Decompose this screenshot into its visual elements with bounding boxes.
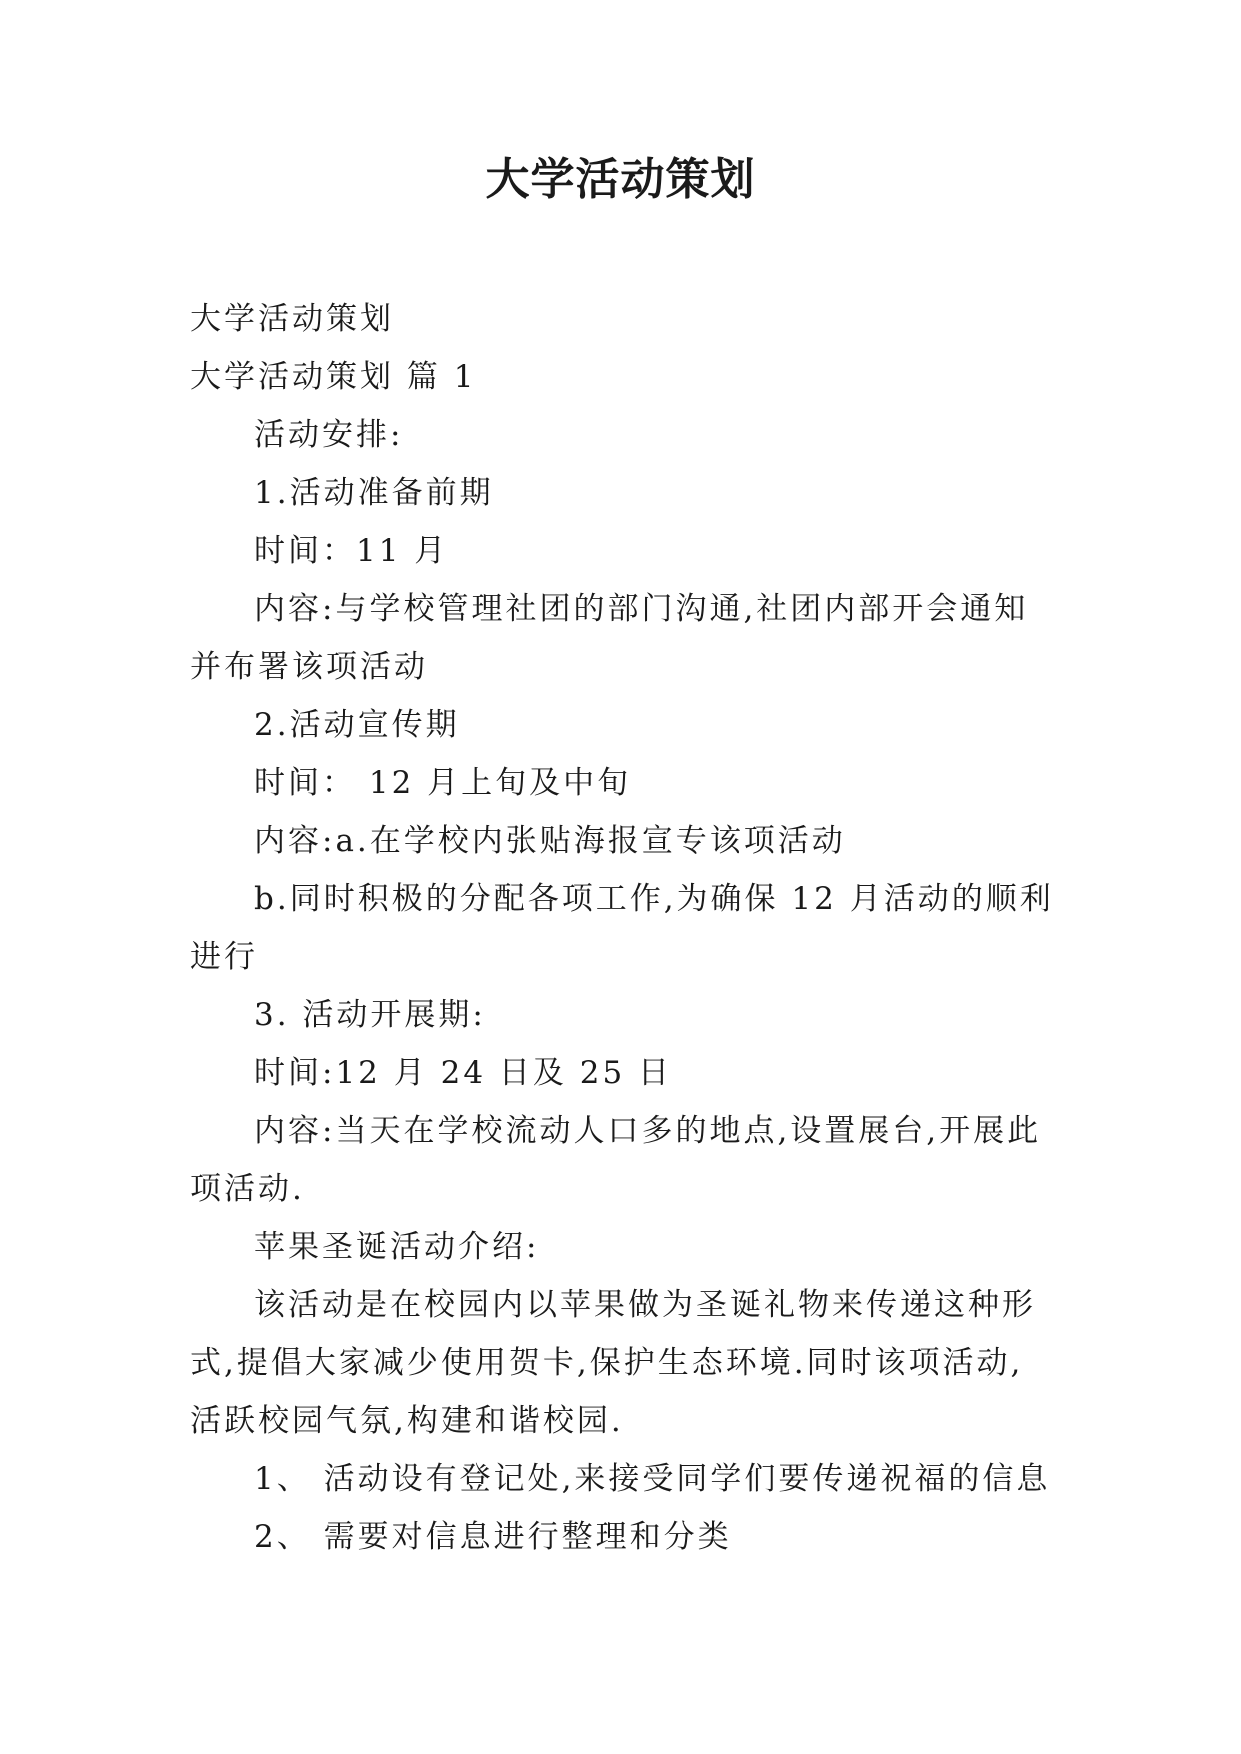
paragraph: 活动安排: (254, 417, 404, 453)
paragraph: 该活动是在校园内以苹果做为圣诞礼物来传递这种形式,提倡大家减少使用贺卡,保护生态环境.同时该项活动,活跃校园气氛,构建和谐校园. (190, 1287, 1036, 1439)
paragraph-subtitle: 大学活动策划 (190, 301, 394, 337)
document-title: 大学活动策划 (485, 154, 756, 205)
paragraph: 时间：11 月 (254, 533, 449, 569)
paragraph: 1.活动准备前期 (254, 475, 494, 511)
paragraph: b.同时积极的分配各项工作,为确保 12 月活动的顺利进行 (190, 881, 1054, 975)
paragraph: 2.活动宣传期 (254, 707, 460, 743)
paragraph: 时间： 12 月上旬及中旬 (254, 765, 632, 801)
paragraph: 内容:当天在学校流动人口多的地点,设置展台,开展此项活动. (190, 1113, 1042, 1207)
paragraph: 1、 活动设有登记处,来接受同学们要传递祝福的信息 (254, 1461, 1051, 1497)
paragraph: 时间:12 月 24 日及 25 日 (254, 1055, 673, 1091)
paragraph: 苹果圣诞活动介绍: (254, 1229, 540, 1265)
paragraph: 3. 活动开展期: (254, 997, 486, 1033)
paragraph-section-heading: 大学活动策划 篇 1 (190, 359, 477, 395)
document-body (190, 290, 1054, 1566)
paragraph: 内容:与学校管理社团的部门沟通,社团内部开会通知并布署该项活动 (190, 591, 1029, 685)
paragraph: 2、 需要对信息进行整理和分类 (254, 1519, 732, 1555)
paragraph: 内容:a.在学校内张贴海报宣专该项活动 (254, 823, 846, 859)
